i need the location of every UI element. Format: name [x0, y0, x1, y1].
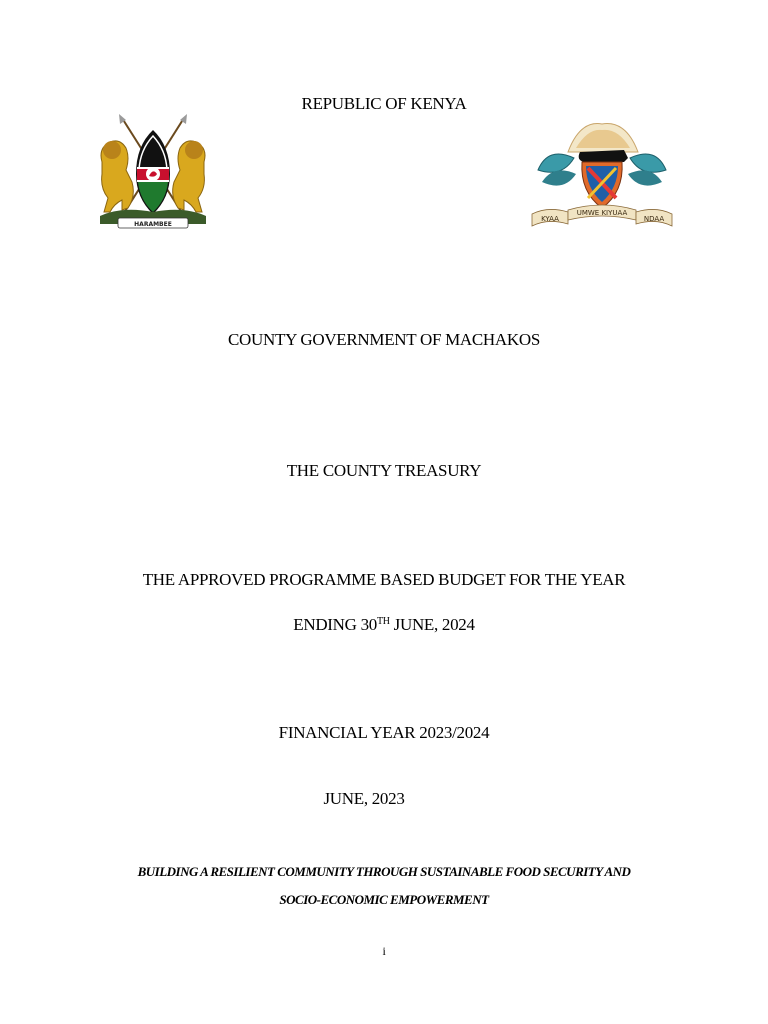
machakos-county-emblem-icon: [528, 118, 676, 236]
tagline-line-1: BUILDING A RESILIENT COMMUNITY THROUGH SUSTAINABLE FOOD SECURITY AND: [137, 864, 631, 879]
machakos-motto-right: NDAA: [643, 215, 665, 223]
page-number: i: [382, 944, 386, 958]
document-date: JUNE, 2023: [323, 789, 405, 808]
county-treasury-heading: THE COUNTY TREASURY: [286, 461, 482, 480]
financial-year-heading: FINANCIAL YEAR 2023/2024: [278, 723, 490, 742]
kenya-motto: HARAMBEE: [134, 221, 172, 228]
kenya-coat-of-arms-icon: [92, 112, 214, 234]
machakos-motto-left: KYAA: [541, 215, 559, 223]
budget-title-line-2-suffix: JUNE, 2024: [389, 615, 475, 634]
machakos-motto-center: UMWE KIYUAA: [576, 209, 628, 217]
republic-heading: REPUBLIC OF KENYA: [301, 94, 467, 113]
tagline-line-2: SOCIO-ECONOMIC EMPOWERMENT: [279, 892, 489, 907]
budget-title-line-2: [0, 615, 768, 635]
budget-title-line-1: THE APPROVED PROGRAMME BASED BUDGET FOR THE YEAR: [142, 570, 626, 589]
budget-title-line-2-ordinal: TH: [376, 616, 390, 627]
county-government-heading: COUNTY GOVERNMENT OF MACHAKOS: [228, 330, 540, 349]
budget-title-line-2-prefix: ENDING 30: [293, 615, 377, 634]
